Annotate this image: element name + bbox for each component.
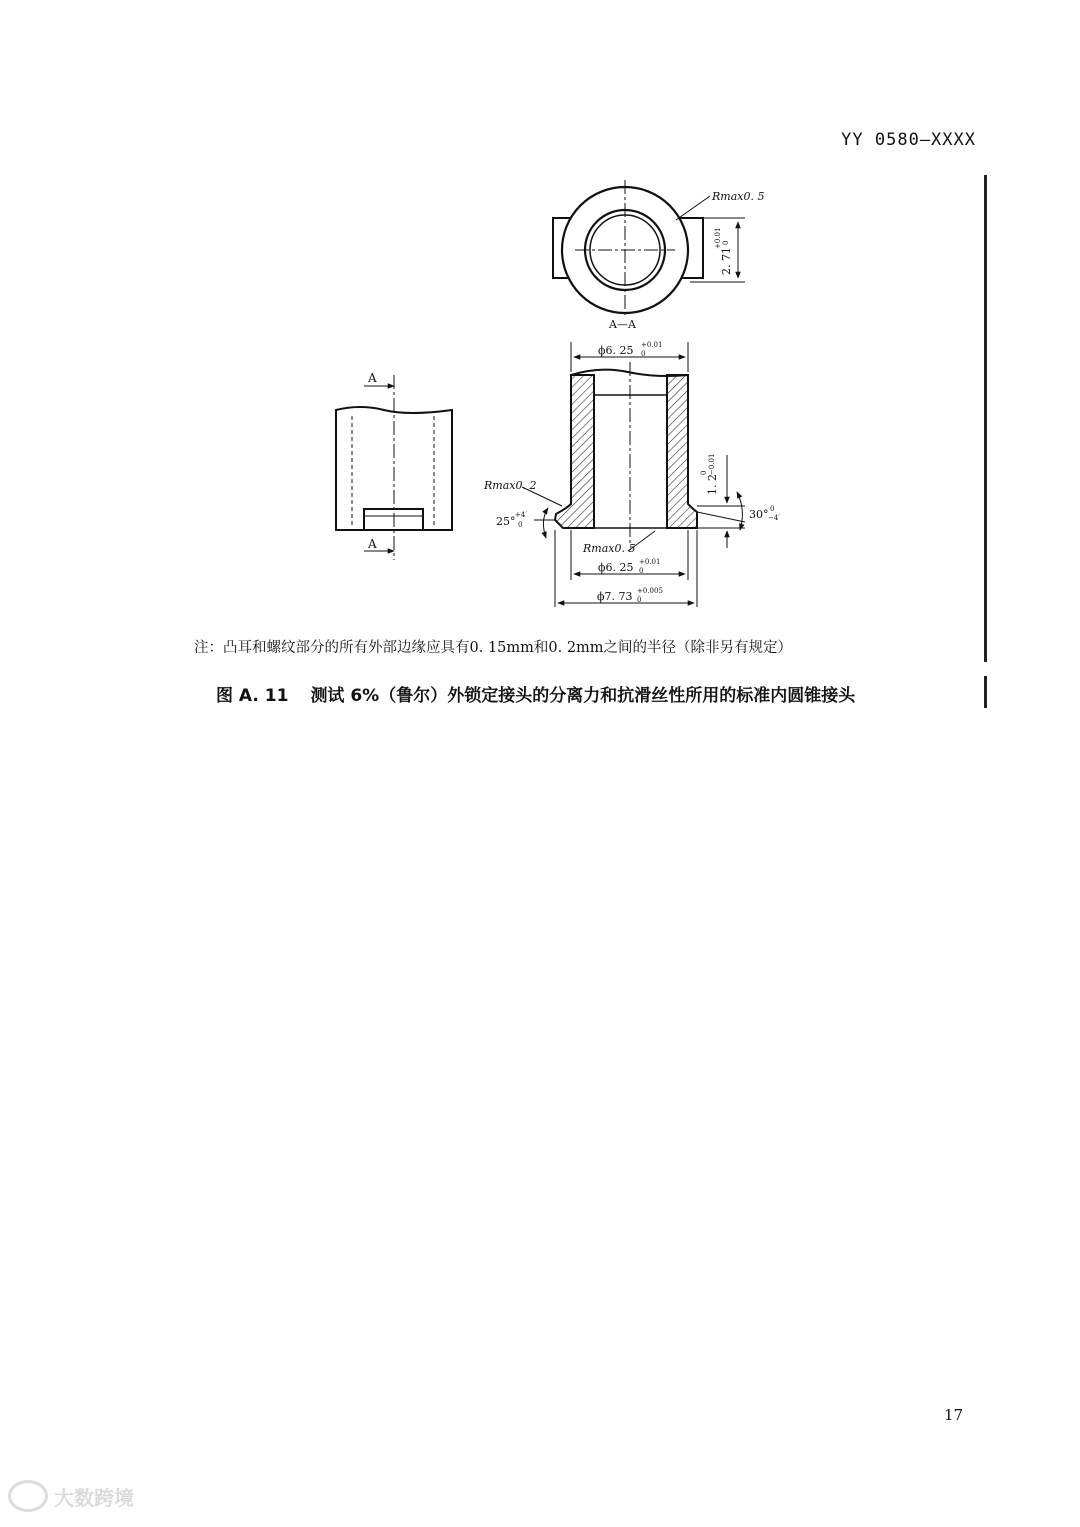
label-dim-271-tol-upper: +0.01 xyxy=(714,227,722,249)
document-code: YY 0580—XXXX xyxy=(841,130,976,150)
label-dim-271: 2. 71 xyxy=(720,247,733,275)
label-dim-271-tol-lower: 0 xyxy=(722,240,730,245)
label-phi625-bottom-tol-lower: 0 xyxy=(639,567,644,575)
label-angle30: 30° xyxy=(749,508,769,521)
label-dim-12-tol-upper: 0 xyxy=(700,470,708,475)
brand-logo-icon xyxy=(8,1480,48,1512)
label-angle30-tol-upper: 0 xyxy=(770,505,775,513)
label-section-aa: A—A xyxy=(609,318,636,331)
label-rmax-top: Rmax0. 5 xyxy=(712,190,765,203)
figure-title: 测试 6%（鲁尔）外锁定接头的分离力和抗滑丝性所用的标准内圆锥接头 xyxy=(310,686,856,706)
watermark xyxy=(8,1480,134,1512)
label-angle25: 25° xyxy=(496,515,516,528)
label-phi625-bottom-tol-upper: +0.01 xyxy=(639,558,661,566)
side-view-left xyxy=(336,375,452,560)
label-angle25-tol-lower: 0 xyxy=(518,521,523,529)
technical-drawing xyxy=(0,0,1080,720)
label-rmax02: Rmax0. 2 xyxy=(484,479,537,492)
label-dim-12: 1. 2 xyxy=(706,474,719,495)
label-phi773-tol-lower: 0 xyxy=(637,596,642,604)
figure-number: 图 A. 11 xyxy=(216,686,289,706)
section-mark-bottom: A xyxy=(368,537,377,551)
label-phi773-tol-upper: +0.005 xyxy=(637,587,663,595)
label-rmax05-bottom: Rmax0. 5 xyxy=(583,542,636,555)
section-mark-top: A xyxy=(368,371,377,385)
figure-note: 注：凸耳和螺纹部分的所有外部边缘应具有0. 15mm和0. 2mm之间的半径（除非另有规定） xyxy=(194,640,793,656)
label-dim-12-tol-lower: −0.01 xyxy=(708,453,716,475)
label-angle25-tol-upper: +4′ xyxy=(515,511,527,519)
figure-caption xyxy=(216,681,855,706)
cross-section-main xyxy=(555,362,697,545)
label-phi625-top: ϕ6. 25 xyxy=(598,344,634,357)
label-angle30-tol-lower: −4′ xyxy=(768,514,780,522)
page-number: 17 xyxy=(944,1406,964,1424)
label-phi625-bottom: ϕ6. 25 xyxy=(598,561,634,574)
label-phi625-top-tol-lower: 0 xyxy=(641,350,646,358)
label-phi625-top-tol-upper: +0.01 xyxy=(641,341,663,349)
label-phi773: ϕ7. 73 xyxy=(597,590,633,603)
watermark-text: 大数跨境 xyxy=(54,1485,134,1510)
